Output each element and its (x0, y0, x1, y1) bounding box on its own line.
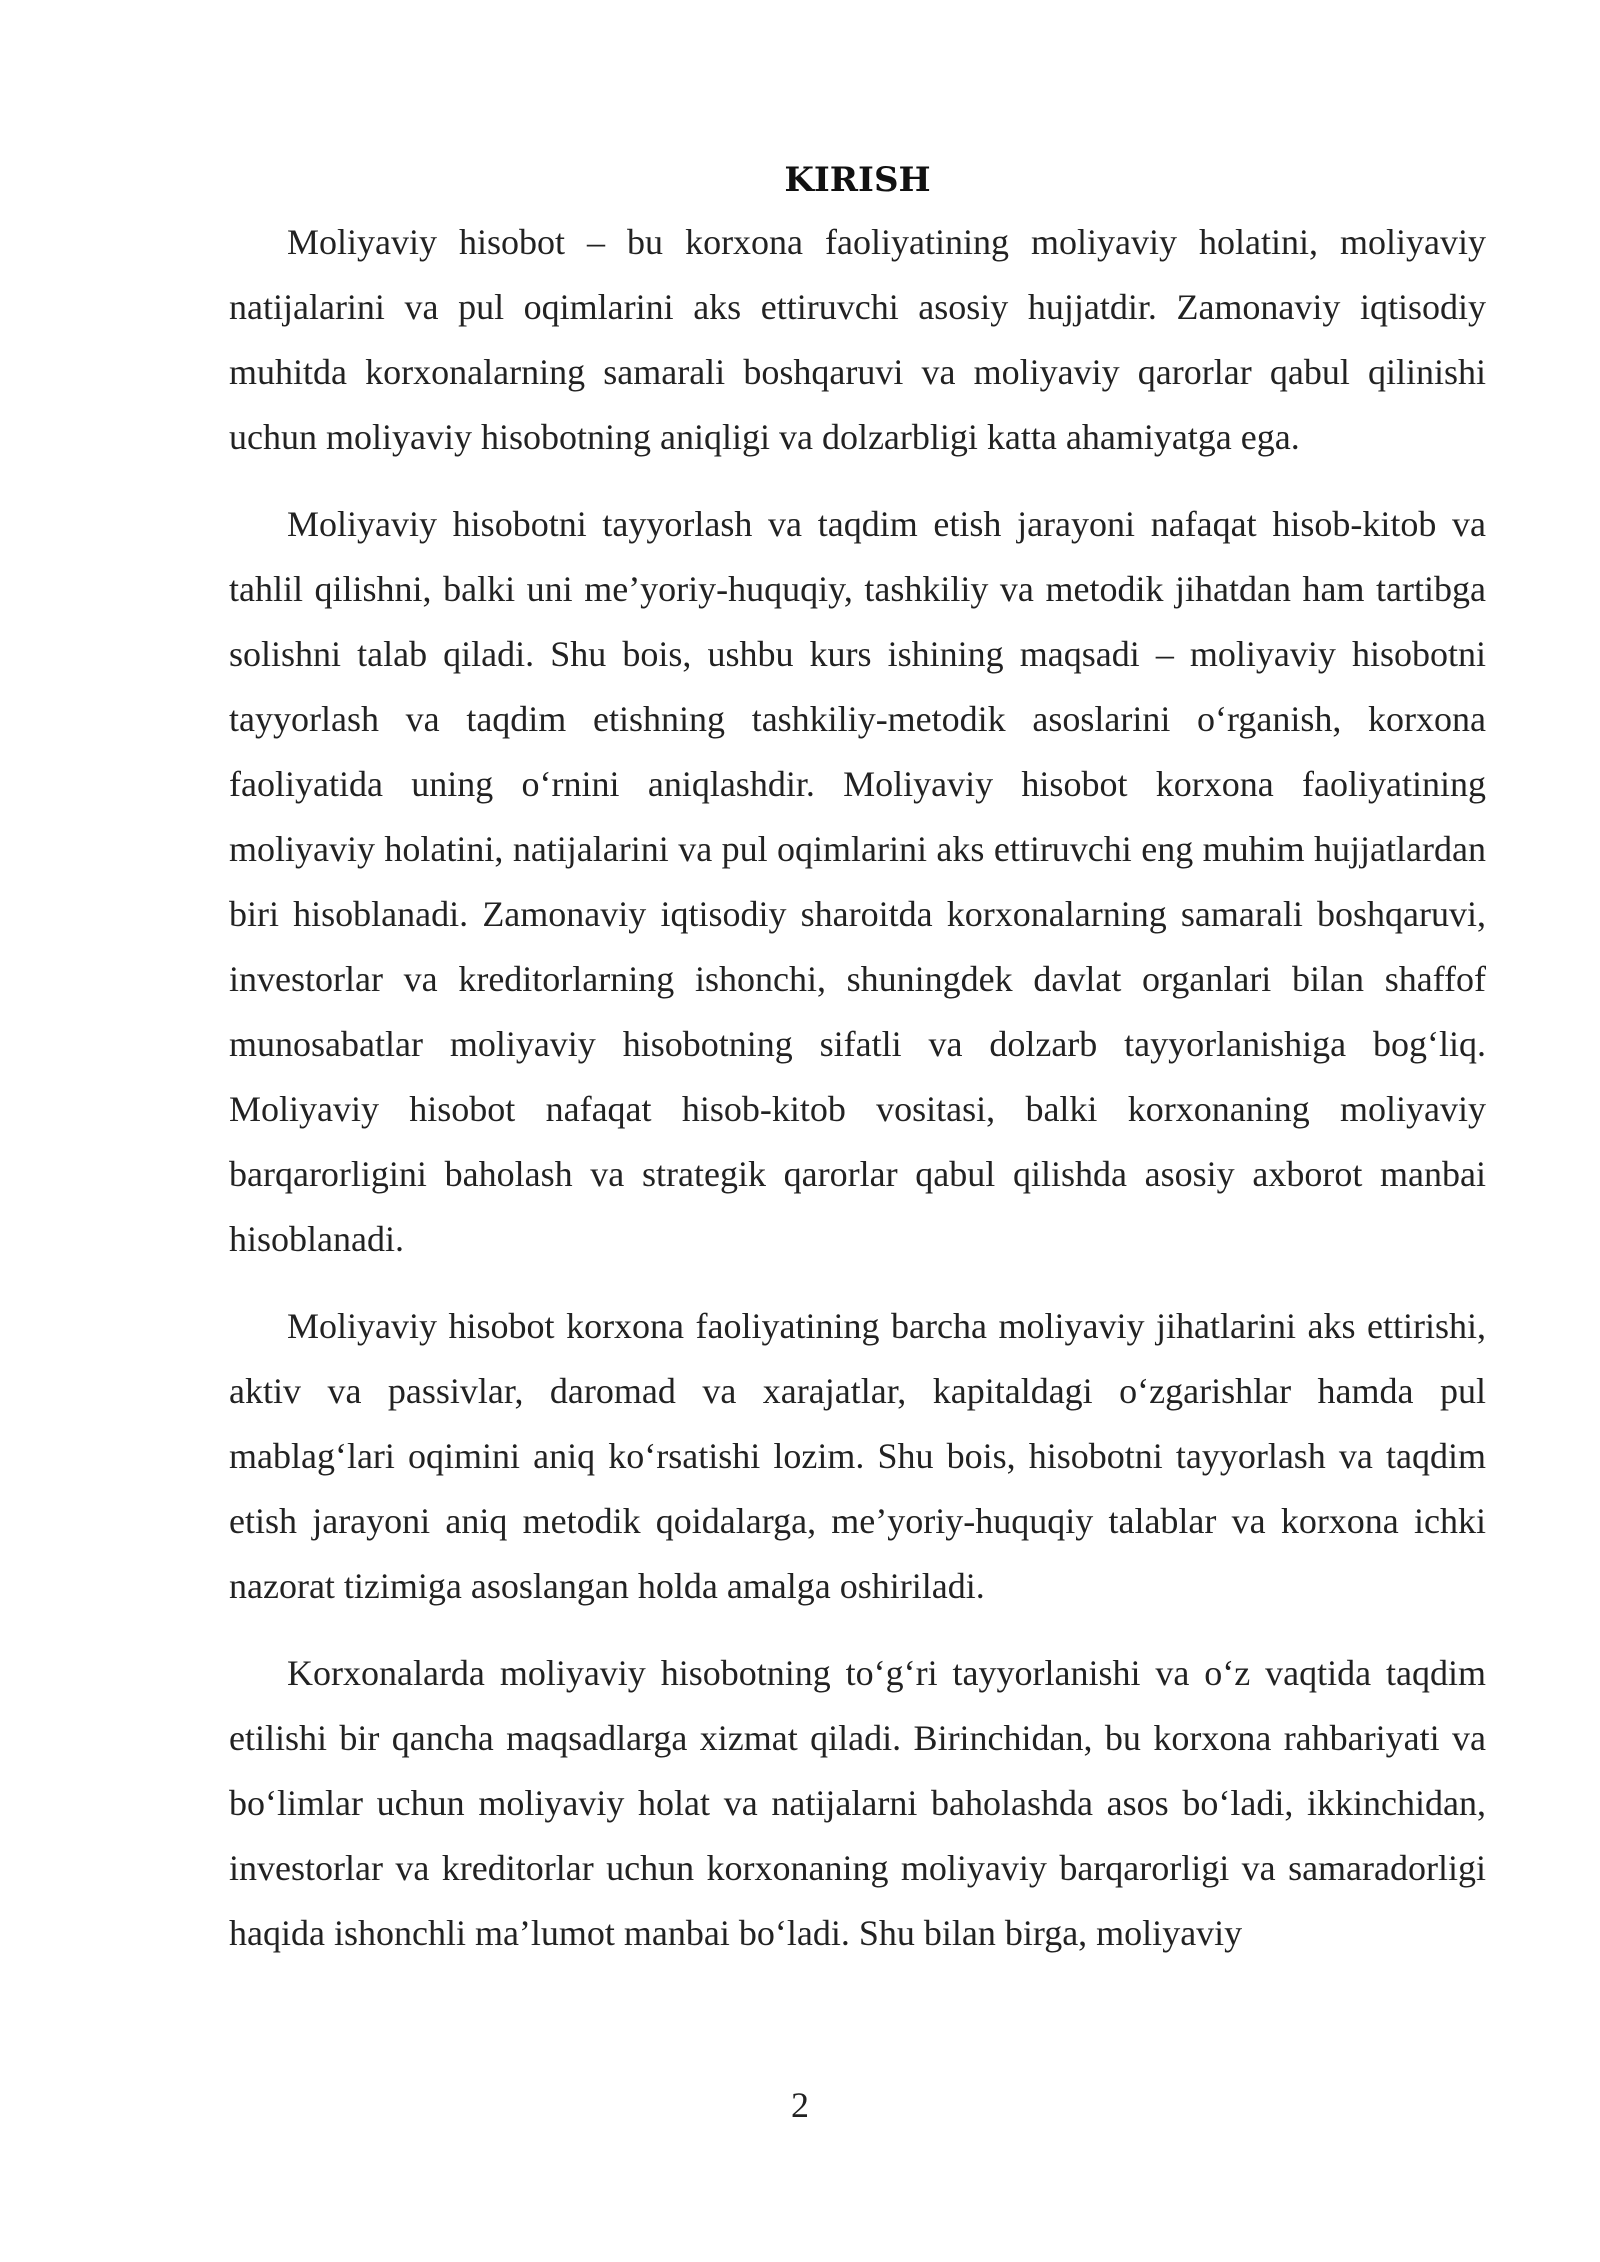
page-number: 2 (791, 2085, 809, 2125)
paragraph: Moliyaviy hisobot – bu korxona faoliyatining moliyaviy holatini, moliyaviy natijalarini va pul oqimlarini aks ettiruvchi asosiy hujjatdir. Zamonaviy iqtisodiy muhitda korxonalarning samarali boshqaruvi va moliyaviy qarorlar qabul qilinishi uchun moliyaviy hisobotning aniqligi va dolzarbligi katta ahamiyatga ega. (229, 222, 1486, 457)
paragraph: Moliyaviy hisobot korxona faoliyatining barcha moliyaviy jihatlarini aks ettirishi, aktiv va passivlar, daromad va xarajatlar, kapitaldagi o‘zgarishlar hamda pul mablag‘lari oqimini aniq ko‘rsatishi lozim. Shu bois, hisobotni tayyorlash va taqdim etish jarayoni aniq metodik qoidalarga, me’yoriy-huquqiy talablar va korxona ichki nazorat tizimiga asoslangan holda amalga oshiriladi. (229, 1306, 1486, 1606)
page-content (229, 150, 1486, 1988)
paragraph: Moliyaviy hisobotni tayyorlash va taqdim etish jarayoni nafaqat hisob-kitob va tahlil qilishni, balki uni me’yoriy-huquqiy, tashkiliy va metodik jihatdan ham tartibga solishni talab qiladi. Shu bois, ushbu kurs ishining maqsadi – moliyaviy hisobotni tayyorlash va taqdim etishning tashkiliy-metodik asoslarini o‘rganish, korxona faoliyatida uning o‘rnini aniqlashdir. Moliyaviy hisobot korxona faoliyatining moliyaviy holatini, natijalarini va pul oqimlarini aks ettiruvchi eng muhim hujjatlardan biri hisoblanadi. Zamonaviy iqtisodiy sharoitda korxonalarning samarali boshqaruvi, investorlar va kreditorlarning ishonchi, shuningdek davlat organlari bilan shaffof munosabatlar moliyaviy hisobotning sifatli va dolzarb tayyorlanishiga bog‘liq. Moliyaviy hisobot nafaqat hisob-kitob vositasi, balki korxonaning moliyaviy barqarorligini baholash va strategik qarorlar qabul qilishda asosiy axborot manbai hisoblanadi. (229, 504, 1486, 1259)
paragraph: Korxonalarda moliyaviy hisobotning to‘g‘ri tayyorlanishi va o‘z vaqtida taqdim etilishi bir qancha maqsadlarga xizmat qiladi. Birinchidan, bu korxona rahbariyati va bo‘limlar uchun moliyaviy holat va natijalarni baholashda asos bo‘ladi, ikkinchidan, investorlar va kreditorlar uchun korxonaning moliyaviy barqarorligi va samaradorligi haqida ishonchli ma’lumot manbai bo‘ladi. Shu bilan birga, moliyaviy (229, 1653, 1486, 1953)
page-title: KIRISH (784, 160, 931, 200)
